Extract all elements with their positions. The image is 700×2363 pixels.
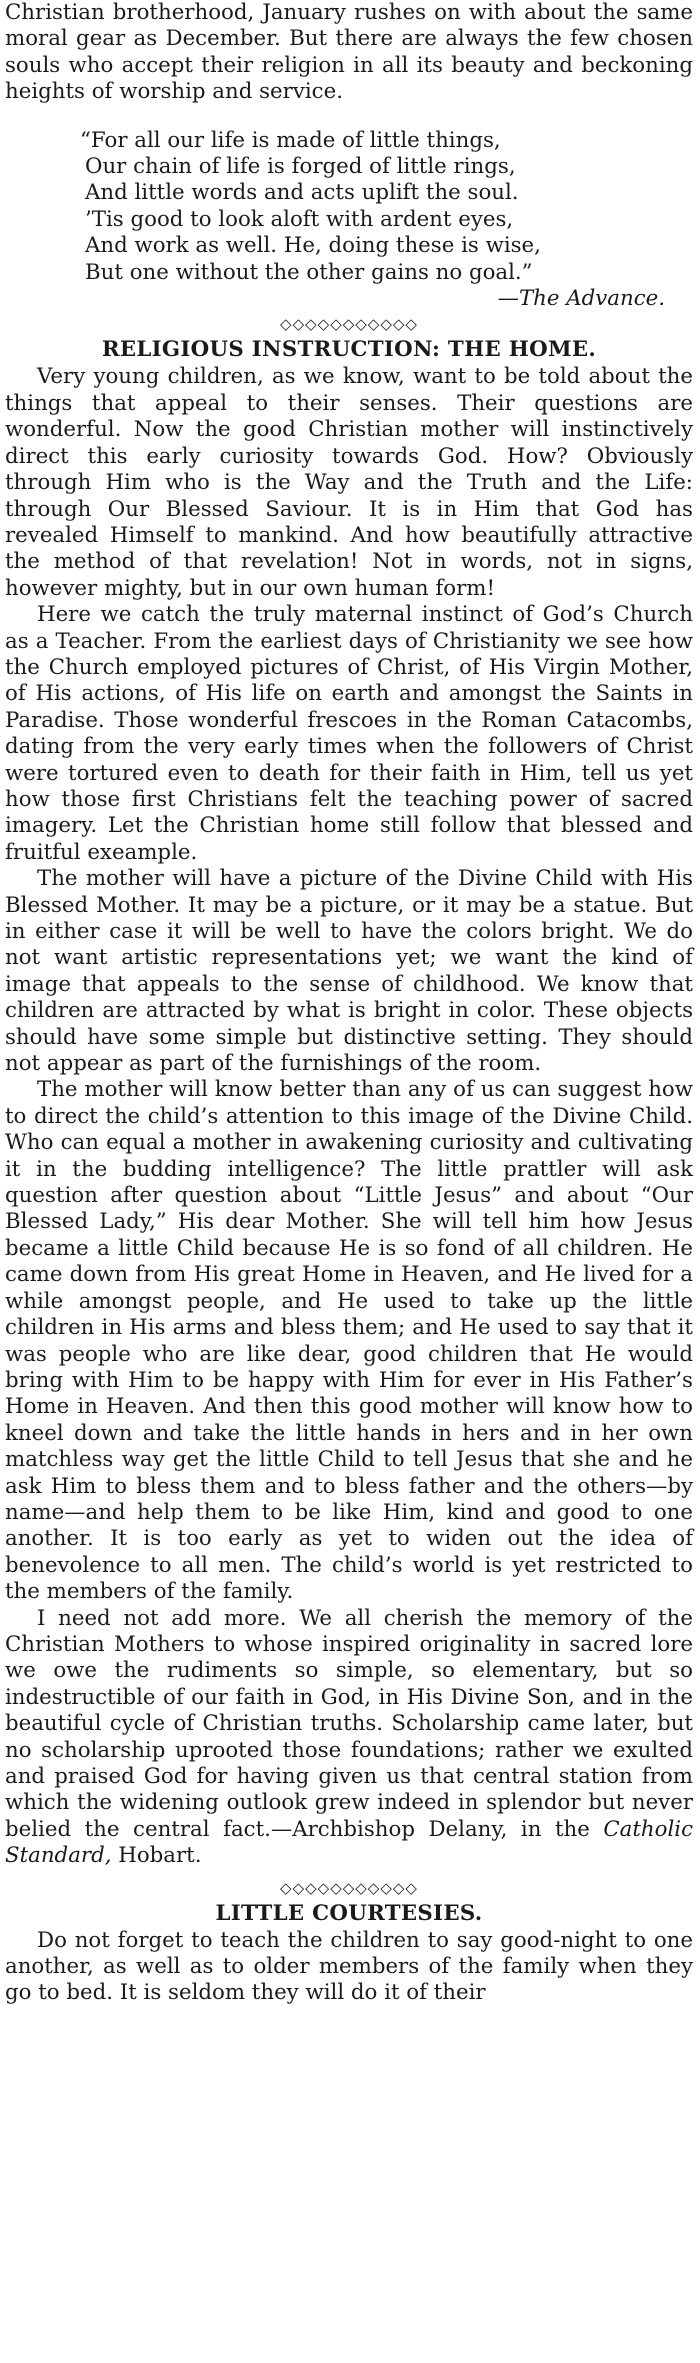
ornament-divider: ◇◇◇◇◇◇◇◇◇◇◇ [280,315,418,334]
poem-line: But one without the other gains no goal.” [85,259,533,285]
article-paragraph: Here we catch the truly maternal instinct of God’s Church as a Teacher. From the earliest days of Christianity we see how the Church employed pictures of Christ, of His Virgin Mother, of His actions, of His life on earth and amongst the Saints in Paradise. Those wonderful frescoes in the Roman Catacombs, dating from the very early times when the followers of Christ were tortured even to death for their faith in Him, tell us yet how those first Christians felt the teaching power of sacred imagery. Let the Christian home still follow that blessed and fruitful exeample. [5,602,693,865]
section-heading-religious-instruction: RELIGIOUS INSTRUCTION: THE HOME. [101,337,597,363]
source-publication: Catholic Standard, [5,1816,693,1869]
poem-line: And little words and acts uplift the soul. [85,180,519,206]
poem-line: And work as well. He, doing these is wise, [85,233,541,259]
closing-paragraph [5,1606,693,1870]
source-place: Hobart. [111,1843,202,1869]
poem-line: “For all our life is made of little things, [80,127,501,153]
ornament-divider: ◇◇◇◇◇◇◇◇◇◇◇ [280,1878,418,1897]
poem-attribution: —The Advance. [497,286,665,312]
intro-paragraph: Christian brotherhood, January rushes on with about the same moral gear as December. But there are always the few chosen souls who accept their religion in all its beauty and beckoning heights of worship and service. [5,0,693,105]
article-paragraph: The mother will know better than any of us can suggest how to direct the child’s attention to this image of the Divine Child. Who can equal a mother in awakening curiosity and cultivating it in the budding intelligence? The little prattler will ask question after question about “Little Jesus” and about “Our Blessed Lady,” His dear Mother. She will tell him how Jesus became a little Child because He is so fond of all children. He came down from His great Home in Heaven, and He lived for a while amongst people, and He used to take up the little children in His arms and bless them; and He used to say that it was people who are like dear, good children that He would bring with Him to be happy with Him for ever in His Father’s Home in Heaven. And then this good mother will know how to kneel down and take the little hands in hers and in her own matchless way get the little Child to tell Jesus that she and he ask Him to bless them and to bless father and the others—by name—and help them to be like Him, kind and good to one another. It is too early as yet to widen out the idea of benevolence to all men. The child’s world is yet restricted to the members of the family. [5,1077,693,1605]
closing-text: I need not add more. We all cherish the memory of the Christian Mothers to whose inspired originality in sacred lore we owe the rudiments so simple, so elementary, but so indestructible of our faith in God, in His Divine Son, and in the beautiful cycle of Christian truths. Scholarship came later, but no scholarship uprooted those foundations; rather we exulted and praised God for having given us that central station from which the widening outlook grew indeed in splendor but never belied the central fact.—Archbishop Delany, in the [5,1605,693,1842]
poem-line: ’Tis good to look aloft with ardent eyes, [85,206,514,232]
section-heading-little-courtesies: LITTLE COURTESIES. [215,1900,483,1926]
poem-line: Our chain of life is forged of little rings, [85,154,516,180]
article-paragraph: Do not forget to teach the children to say good-night to one another, as well as to older members of the family when they go to bed. It is seldom they will do it of their [5,1927,693,2006]
article-paragraph: Very young children, as we know, want to be told about the things that appeal to their senses. Their questions are wonderful. Now the good Christian mother will instinctively direct this early curiosity towards God. How? Obviously through Him who is the Way and the Truth and the Life: through Our Blessed Saviour. It is in Him that God has revealed Himself to mankind. And how beautifully attractive the method of that revelation! Not in words, not in signs, however mighty, but in our own human form! [5,364,693,601]
article-paragraph: The mother will have a picture of the Divine Child with His Blessed Mother. It may be a picture, or it may be a statue. But in either case it will be well to have the colors bright. We do not want artistic representations yet; we want the kind of image that appeals to the sense of childhood. We know that children are attracted by what is bright in color. These objects should have some simple but distinctive setting. They should not appear as part of the furnishings of the room. [5,866,693,1077]
poem [80,128,693,286]
